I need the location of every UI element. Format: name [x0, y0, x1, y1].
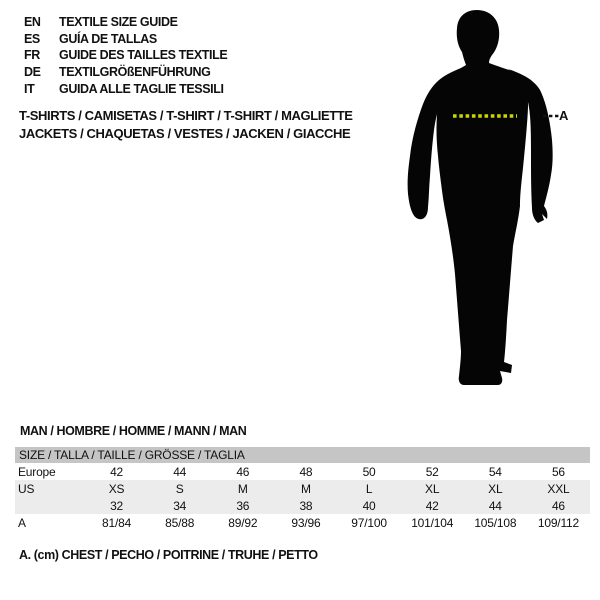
table-row-chest-cm	[15, 514, 590, 532]
category-jackets: JACKETS / CHAQUETAS / VESTES / JACKEN / GIACCHE	[19, 125, 351, 141]
size-cell: M	[237, 481, 248, 496]
size-cell: XS	[108, 481, 125, 496]
language-row	[24, 64, 227, 81]
size-cell: 105/108	[474, 516, 517, 530]
section-title-man: MAN / HOMBRE / HOMME / MANN / MAN	[20, 424, 247, 438]
size-cell: 85/88	[165, 516, 195, 530]
language-title: GUIDE DES TAILLES TEXTILE	[59, 48, 228, 63]
category-tshirts: T-SHIRTS / CAMISETAS / T-SHIRT / T-SHIRT / MAGLIETTE	[19, 108, 353, 123]
row-label: Europe	[18, 464, 56, 479]
row-label: A	[18, 516, 26, 530]
size-table-header: SIZE / TALLA / TAILLE / GRÖSSE / TAGLIA	[15, 447, 590, 463]
size-cell: 52	[425, 464, 439, 479]
language-code: ES	[24, 31, 40, 46]
size-cell: XXL	[547, 481, 570, 496]
language-row	[24, 31, 227, 48]
size-cell: 46	[551, 498, 565, 513]
size-cell: 40	[362, 498, 376, 513]
language-title: GUIDA ALLE TAGLIE TESSILI	[59, 81, 224, 96]
language-code: EN	[24, 15, 41, 29]
man-silhouette-figure	[402, 8, 578, 393]
size-cell: L	[365, 481, 373, 496]
language-row	[24, 81, 227, 98]
size-cell: 54	[488, 464, 502, 479]
language-code: FR	[24, 48, 40, 63]
measurement-footnote: A. (cm) CHEST / PECHO / POITRINE / TRUHE / PETTO	[19, 548, 318, 562]
language-title: GUÍA DE TALLAS	[59, 31, 157, 46]
size-cell: 42	[110, 464, 124, 479]
size-cell: 109/112	[537, 516, 579, 530]
language-title: TEXTILE SIZE GUIDE	[59, 15, 178, 29]
size-cell: 50	[362, 464, 376, 479]
garment-categories	[19, 107, 353, 142]
size-cell: 36	[236, 498, 250, 513]
size-cell: 81/84	[102, 516, 132, 530]
size-cell: 48	[299, 464, 313, 479]
size-cell: 44	[173, 464, 187, 479]
size-cell: 44	[488, 498, 502, 513]
language-code: DE	[24, 65, 41, 80]
size-table	[15, 447, 590, 532]
man-silhouette-icon	[402, 8, 578, 393]
size-cell: 93/96	[291, 516, 321, 530]
size-cell: 32	[110, 498, 124, 513]
size-cell: 56	[551, 464, 565, 479]
language-title-block	[24, 14, 227, 98]
size-cell: 46	[236, 464, 250, 479]
row-label: US	[18, 481, 35, 496]
language-row	[24, 47, 227, 64]
table-row-europe	[15, 463, 590, 480]
size-cell: 42	[425, 498, 439, 513]
language-row	[24, 14, 227, 31]
silhouette-body	[437, 10, 529, 385]
size-cell: 97/100	[351, 516, 387, 530]
size-cell: XL	[425, 481, 440, 496]
size-cell: M	[301, 481, 311, 496]
size-cell: 101/104	[411, 516, 454, 530]
size-cell: 89/92	[228, 516, 258, 530]
measure-label-a: A	[559, 108, 569, 123]
table-row-us	[15, 480, 590, 497]
size-cell: 38	[299, 498, 313, 513]
size-cell: 34	[173, 498, 187, 513]
language-title: TEXTILGRÖßENFÜHRUNG	[59, 65, 211, 80]
size-cell: XL	[488, 481, 503, 496]
language-code: IT	[24, 81, 35, 96]
size-cell: S	[175, 481, 184, 496]
table-row-numeric	[15, 497, 590, 514]
